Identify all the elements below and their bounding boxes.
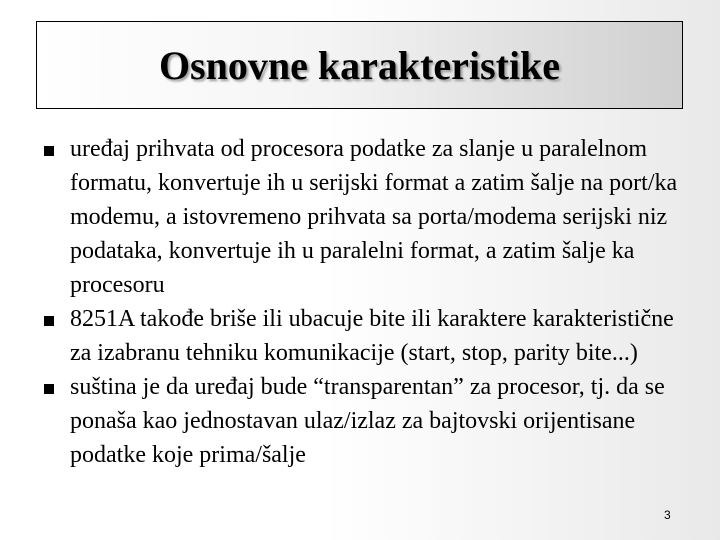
bullet-text: uređaj prihvata od procesora podatke za slanje u paralelnom formatu, konvertuje ih u serijski format a zatim šalje na port/ka modemu, a istovremeno prihvata sa porta/modema serijski niz podataka, konvertuje ih u paralelni format, a zatim šalje ka procesoru: [70, 136, 678, 298]
bullet-item: [44, 132, 684, 302]
bullet-item: [44, 370, 684, 472]
square-bullet-icon: [44, 316, 54, 326]
slide-title: Osnovne karakteristike: [158, 42, 561, 88]
bullet-text: suština je da uređaj bude “transparentan” za procesor, tj. da se ponaša kao jednostavan ulaz/izlaz za bajtovski orijentisane podatke koje prima/šalje: [70, 374, 665, 468]
bullet-item: [44, 302, 684, 370]
square-bullet-icon: [44, 146, 54, 156]
bullet-list: [44, 132, 684, 472]
title-box: [36, 21, 683, 109]
square-bullet-icon: [44, 384, 54, 394]
bullet-text: 8251A takođe briše ili ubacuje bite ili karaktere karakteristične za izabranu tehniku komunikacije (start, stop, parity bite...): [70, 306, 674, 366]
slide-number: 3: [664, 508, 671, 522]
